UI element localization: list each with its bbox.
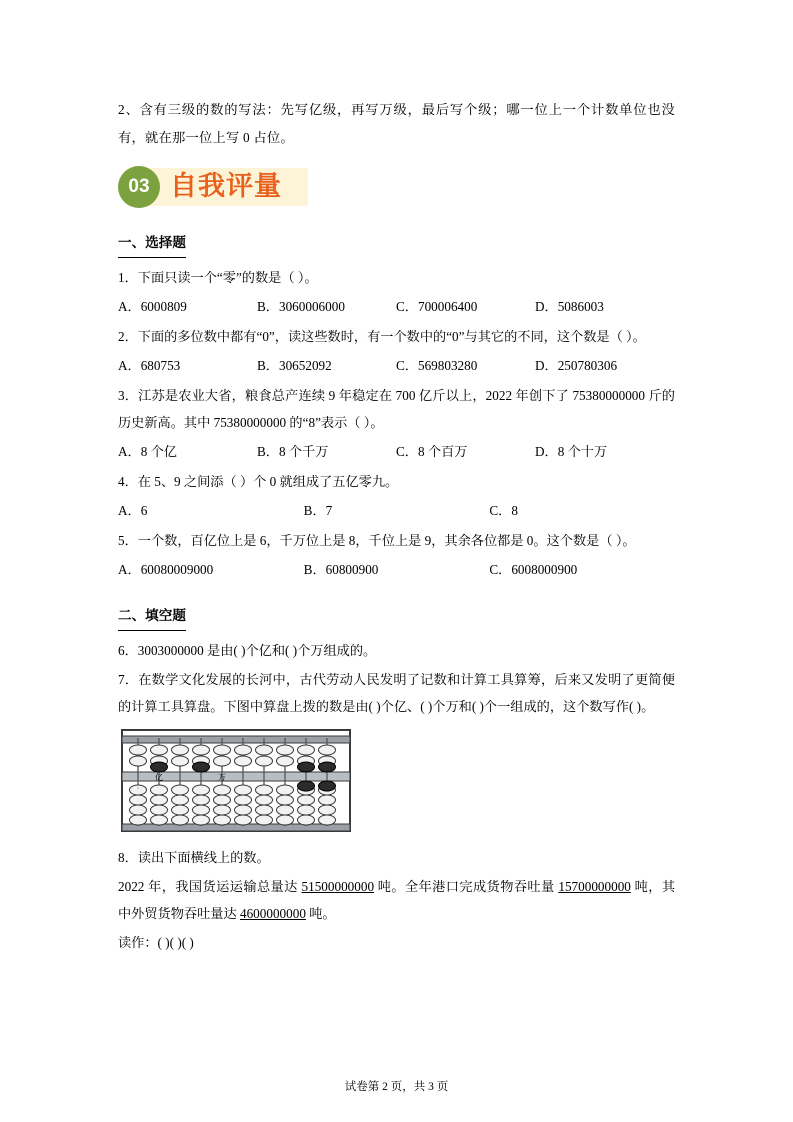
option-c: C．569803280 [396, 358, 478, 373]
option-c: C．6008000900 [489, 562, 578, 577]
option-b: B．3060006000 [257, 299, 345, 314]
question-4-options [118, 497, 675, 524]
section-title-choice: 一、选择题 [118, 230, 186, 258]
q8-underline-2: 15700000000 [558, 879, 631, 894]
question-5: 5．一个数，百亿位上是 6，千万位上是 8，千位上是 9，其余各位都是 0。这个数是（ ）。 [118, 533, 636, 548]
banner-number-badge: 03 [118, 166, 160, 208]
abacus-label-wan: 万 [218, 773, 226, 782]
question-1-options [118, 293, 675, 320]
option-b: B．7 [303, 503, 333, 518]
q8-text-c: 吨， [630, 879, 662, 894]
page-content [118, 96, 675, 958]
question-8-body [118, 873, 675, 927]
q8-text-d: 其中外贸货物吞吐量达 [118, 879, 676, 921]
option-d: D．250780306 [535, 358, 618, 373]
q8-text-a: 2022 年，我国货运运输总量达 [118, 879, 302, 894]
option-c: C．8 个百万 [396, 444, 468, 459]
question-3-options [118, 438, 675, 465]
option-a: A．6000809 [118, 299, 187, 314]
question-8-prompt: 8．读出下面横线上的数。 [118, 850, 270, 865]
option-a: A．8 个亿 [118, 444, 177, 459]
question-3: 3．江苏是农业大省，粮食总产连续 9 年稳定在 700 亿斤以上，2022 年创下了 75380000000 斤的历史新高。其中 75380000000 的“8”表示（ ）。 [118, 388, 675, 430]
q8-text-b: 吨。全年港口完成货物吞吐量 [374, 879, 559, 894]
abacus-label-yi: 亿 [155, 773, 163, 782]
question-6: 6．3003000000 是由( )个亿和( )个万组成的。 [118, 643, 377, 658]
option-a: A．6 [118, 503, 148, 518]
option-d: D．5086003 [535, 299, 604, 314]
option-a: A．60080009000 [118, 562, 214, 577]
question-8-answer-line: 读作：( )( )( ) [118, 935, 194, 950]
option-b: B．60800900 [303, 562, 379, 577]
intro-paragraph: 2、含有三级的数的写法：先写亿级，再写万级，最后写个级；哪一位上一个计数单位也没有，就在那一位上写 0 占位。 [118, 102, 675, 145]
question-2: 2．下面的多位数中都有“0”，读这些数时，有一个数中的“0”与其它的不同，这个数是（ ）。 [118, 329, 646, 344]
q8-underline-3: 4600000000 [239, 906, 306, 921]
banner-title: 自我评量 [170, 171, 282, 202]
page-footer: 试卷第 2 页，共 3 页 [344, 1081, 449, 1093]
option-c: C．8 [489, 503, 518, 518]
option-a: A．680753 [118, 358, 181, 373]
section-title-fill: 二、填空题 [118, 603, 186, 631]
q8-text-e: 吨。 [305, 906, 336, 921]
section-banner [118, 164, 318, 210]
q8-underline-1: 51500000000 [301, 879, 375, 894]
option-b: B．8 个千万 [257, 444, 329, 459]
question-7: 7．在数学文化发展的长河中，古代劳动人民发明了记数和计算工具算筹，后来又发明了更简便的计算工具算盘。下图中算盘上拨的数是由( )个亿、( )个万和( )个一组成的，这个数写作( )。 [118, 672, 675, 714]
abacus-svg [120, 728, 352, 833]
question-1: 1．下面只读一个“零”的数是（ ）。 [118, 270, 318, 285]
abacus-figure [118, 728, 675, 838]
option-d: D．8 个十万 [535, 444, 608, 459]
option-c: C．700006400 [396, 299, 478, 314]
question-2-options [118, 352, 675, 379]
question-4: 4．在 5、9 之间添（ ）个 0 就组成了五亿零九。 [118, 474, 399, 489]
question-5-options [118, 556, 675, 583]
option-b: B．30652092 [257, 358, 332, 373]
